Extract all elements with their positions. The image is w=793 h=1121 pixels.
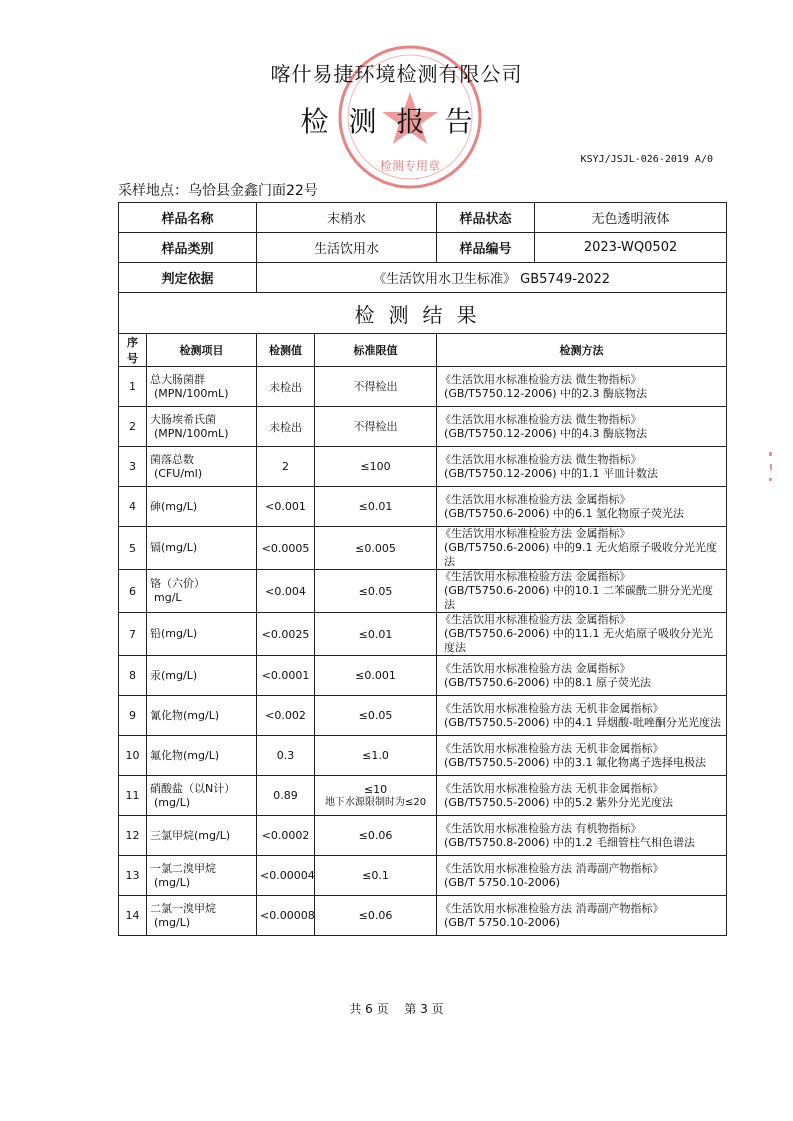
test-item-name: 铬（六价） — [150, 577, 205, 590]
test-value: <0.0001 — [257, 656, 315, 696]
sample-category: 生活饮用水 — [257, 233, 437, 263]
test-value: <0.004 — [257, 570, 315, 613]
row-number: 10 — [119, 736, 147, 776]
standard-limit-main: ≤0.06 — [358, 829, 393, 842]
standard-limit — [315, 696, 437, 736]
test-method — [437, 856, 727, 896]
test-item — [147, 407, 257, 447]
standard-limit — [315, 736, 437, 776]
test-item — [147, 816, 257, 856]
test-method — [437, 447, 727, 487]
test-method — [437, 613, 727, 656]
standard-limit-main: ≤1.0 — [362, 749, 389, 762]
test-value: <0.002 — [257, 696, 315, 736]
method-detail: (GB/T5750.12-2006) 中的4.3 酶底物法 — [444, 426, 648, 440]
method-detail: (GB/T5750.12-2006) 中的2.3 酶底物法 — [444, 386, 648, 400]
test-value: 0.89 — [257, 776, 315, 816]
report-table — [118, 202, 727, 936]
standard-limit — [315, 656, 437, 696]
table-row — [119, 527, 727, 570]
standard-limit — [315, 407, 437, 447]
sample-state: 无色透明液体 — [591, 212, 670, 227]
test-item — [147, 896, 257, 936]
method-standard: 《生活饮用水标准检验方法 消毒副产物指标》 — [440, 901, 664, 915]
standard-limit-main: ≤100 — [360, 460, 391, 473]
table-row — [119, 367, 727, 407]
current-page: 第 3 页 — [404, 1002, 444, 1016]
test-item — [147, 776, 257, 816]
test-method — [437, 527, 727, 570]
header-limit: 标准限值 — [315, 334, 437, 367]
table-row — [119, 736, 727, 776]
header-item: 检测项目 — [147, 334, 257, 367]
standard-limit — [315, 570, 437, 613]
row-number: 14 — [119, 896, 147, 936]
sampling-site: 采样地点：乌恰县金鑫门面22号 — [118, 183, 318, 199]
test-item-name: 一氯二溴甲烷 — [150, 861, 216, 875]
test-item-unit: (mg/L) — [154, 915, 191, 929]
standard-limit-main: ≤0.001 — [355, 669, 396, 682]
test-method — [437, 367, 727, 407]
document-number: KSYJ/JSJL-026-2019 A/0 — [580, 154, 713, 165]
test-item — [147, 367, 257, 407]
test-method — [437, 696, 727, 736]
method-detail: (GB/T5750.5-2006) 中的3.1 氟化物离子选择电极法 — [444, 755, 707, 769]
results-body — [119, 367, 727, 936]
standard-limit-main: ≤10 — [363, 782, 388, 796]
row-number: 6 — [119, 570, 147, 613]
method-detail: (GB/T5750.5-2006) 中的4.1 异烟酸-吡唑酮分光光度法 — [444, 715, 722, 729]
method-detail: (GB/T5750.12-2006) 中的1.1 平皿计数法 — [444, 466, 659, 480]
basis-label: 判定依据 — [119, 263, 257, 293]
sample-category-label: 样品类别 — [119, 233, 257, 263]
test-item-name: 镉(mg/L) — [150, 541, 198, 554]
test-method — [437, 896, 727, 936]
test-item — [147, 613, 257, 656]
results-section-title: 检测结果 — [119, 293, 727, 334]
test-method — [437, 816, 727, 856]
table-row — [119, 696, 727, 736]
method-standard: 《生活饮用水标准检验方法 金属指标》 — [440, 570, 631, 583]
test-item — [147, 736, 257, 776]
results-header-row — [119, 334, 727, 367]
row-number: 7 — [119, 613, 147, 656]
standard-limit — [315, 816, 437, 856]
test-item-name: 氰化物(mg/L) — [150, 708, 220, 722]
test-item — [147, 656, 257, 696]
test-method — [437, 776, 727, 816]
standard-limit-main: ≤0.01 — [358, 627, 393, 641]
info-row-3 — [119, 263, 727, 293]
method-standard: 《生活饮用水标准检验方法 无机非金属指标》 — [440, 781, 664, 795]
standard-limit — [315, 776, 437, 816]
table-row — [119, 613, 727, 656]
standard-limit-main: ≤0.005 — [355, 541, 396, 555]
row-number: 1 — [119, 367, 147, 407]
standard-limit — [315, 896, 437, 936]
test-item-name: 总大肠菌群 — [150, 372, 205, 386]
table-row — [119, 896, 727, 936]
test-method — [437, 656, 727, 696]
test-value: <0.001 — [257, 487, 315, 527]
method-standard: 《生活饮用水标准检验方法 无机非金属指标》 — [440, 741, 664, 755]
row-number: 3 — [119, 447, 147, 487]
table-row — [119, 487, 727, 527]
row-number: 9 — [119, 696, 147, 736]
test-method — [437, 487, 727, 527]
table-row — [119, 776, 727, 816]
row-number: 11 — [119, 776, 147, 816]
standard-limit — [315, 613, 437, 656]
row-number: 4 — [119, 487, 147, 527]
standard-limit — [315, 527, 437, 570]
info-row-1 — [119, 203, 727, 233]
row-number: 8 — [119, 656, 147, 696]
test-value: <0.0002 — [257, 816, 315, 856]
row-number: 13 — [119, 856, 147, 896]
table-row — [119, 816, 727, 856]
report-title: 检测报告 — [300, 105, 493, 138]
table-row — [119, 656, 727, 696]
total-pages: 共 6 页 — [349, 1002, 389, 1016]
table-row — [119, 570, 727, 613]
sample-name: 末梢水 — [257, 203, 437, 233]
standard-limit-main: ≤0.06 — [358, 909, 393, 922]
method-detail: (GB/T 5750.10-2006) — [444, 915, 561, 929]
method-standard: 《生活饮用水标准检验方法 金属指标》 — [440, 613, 631, 626]
method-standard: 《生活饮用水标准检验方法 金属指标》 — [440, 527, 631, 540]
standard-limit — [315, 487, 437, 527]
standard-limit-main: 不得检出 — [353, 380, 398, 393]
method-standard: 《生活饮用水标准检验方法 微生物指标》 — [440, 412, 642, 426]
method-standard: 《生活饮用水标准检验方法 有机物指标》 — [440, 821, 642, 835]
test-item — [147, 487, 257, 527]
standard-limit — [315, 856, 437, 896]
method-detail: (GB/T5750.6-2006) 中的11.1 无火焰原子吸收分光光度法 — [444, 627, 714, 654]
method-detail: (GB/T5750.5-2006) 中的5.2 紫外分光光度法 — [444, 795, 674, 809]
header-method: 检测方法 — [437, 334, 727, 367]
test-value: <0.00004 — [257, 856, 315, 896]
test-value: 未检出 — [257, 407, 315, 447]
method-standard: 《生活饮用水标准检验方法 消毒副产物指标》 — [440, 861, 664, 875]
test-item — [147, 447, 257, 487]
header-value: 检测值 — [257, 334, 315, 367]
svg-text:检测专用章: 检测专用章 — [379, 159, 441, 173]
row-number: 5 — [119, 527, 147, 570]
sample-name-label: 样品名称 — [119, 203, 257, 233]
test-item-name: 三氯甲烷(mg/L) — [150, 828, 231, 842]
test-item — [147, 696, 257, 736]
method-standard: 《生活饮用水标准检验方法 微生物指标》 — [440, 372, 642, 386]
method-detail: (GB/T5750.8-2006) 中的1.2 毛细管柱气相色谱法 — [444, 835, 696, 849]
test-item-unit: mg/L — [154, 591, 182, 604]
test-method — [437, 407, 727, 447]
test-item-name: 氟化物(mg/L) — [150, 748, 220, 762]
method-detail: (GB/T5750.6-2006) 中的8.1 原子荧光法 — [444, 675, 652, 689]
test-value: 未检出 — [257, 367, 315, 407]
test-method — [437, 736, 727, 776]
test-value: <0.0025 — [257, 613, 315, 656]
test-method — [437, 570, 727, 613]
method-standard: 《生活饮用水标准检验方法 金属指标》 — [440, 492, 631, 506]
test-item-name: 硝酸盐（以N计） — [150, 781, 236, 795]
standard-limit-main: ≤0.05 — [358, 709, 393, 722]
test-item — [147, 527, 257, 570]
table-row — [119, 447, 727, 487]
test-item-unit: (MPN/100mL) — [154, 386, 229, 400]
header-no: 序号 — [119, 334, 147, 367]
test-item-name: 菌落总数 — [150, 452, 194, 466]
method-standard: 《生活饮用水标准检验方法 无机非金属指标》 — [440, 701, 664, 715]
test-item-unit: (mg/L) — [154, 795, 191, 809]
standard-limit-main: ≤0.01 — [358, 500, 393, 513]
test-item-unit: (MPN/100mL) — [154, 426, 229, 440]
test-item — [147, 856, 257, 896]
table-row — [119, 407, 727, 447]
test-item-name: 二氯一溴甲烷 — [150, 901, 216, 915]
company-name: 喀什易捷环境检测有限公司 — [270, 62, 523, 86]
test-value: <0.0005 — [257, 527, 315, 570]
info-row-2 — [119, 233, 727, 263]
results-section-row — [119, 293, 727, 334]
table-row — [119, 856, 727, 896]
method-detail: (GB/T5750.6-2006) 中的10.1 二苯碳酰二肼分光光度法 — [444, 584, 714, 611]
row-number: 12 — [119, 816, 147, 856]
method-detail: (GB/T5750.6-2006) 中的9.1 无火焰原子吸收分光光度法 — [444, 541, 718, 568]
test-item-unit: (mg/L) — [154, 875, 191, 889]
test-value: 2 — [257, 447, 315, 487]
test-value: 0.3 — [257, 736, 315, 776]
test-item — [147, 570, 257, 613]
method-detail: (GB/T5750.6-2006) 中的6.1 氢化物原子荧光法 — [444, 506, 685, 520]
test-item-unit: (CFU/ml) — [154, 466, 203, 480]
standard-limit-main: 不得检出 — [353, 420, 398, 433]
test-value: <0.00008 — [257, 896, 315, 936]
page-footer — [0, 1000, 793, 1017]
test-item-name: 砷(mg/L) — [150, 499, 198, 513]
standard-limit-main: ≤0.1 — [362, 869, 389, 882]
method-detail: (GB/T 5750.10-2006) — [444, 875, 561, 889]
standard-limit-main: ≤0.05 — [358, 584, 393, 598]
basis-standard: 《生活饮用水卫生标准》 GB5749-2022 — [257, 263, 727, 293]
sample-number: 2023-WQ0502 — [583, 240, 678, 255]
edge-stamp-marks — [768, 450, 774, 490]
sample-number-label: 样品编号 — [437, 233, 535, 262]
standard-limit — [315, 447, 437, 487]
standard-limit-note: 地下水源限制时为≤20 — [324, 796, 427, 808]
test-item-name: 大肠埃希氏菌 — [150, 412, 216, 426]
method-standard: 《生活饮用水标准检验方法 金属指标》 — [440, 661, 631, 675]
test-item-name: 铅(mg/L) — [150, 627, 198, 640]
row-number: 2 — [119, 407, 147, 447]
sample-state-label: 样品状态 — [437, 203, 535, 232]
method-standard: 《生活饮用水标准检验方法 微生物指标》 — [440, 452, 642, 466]
test-item-name: 汞(mg/L) — [150, 668, 198, 682]
standard-limit — [315, 367, 437, 407]
